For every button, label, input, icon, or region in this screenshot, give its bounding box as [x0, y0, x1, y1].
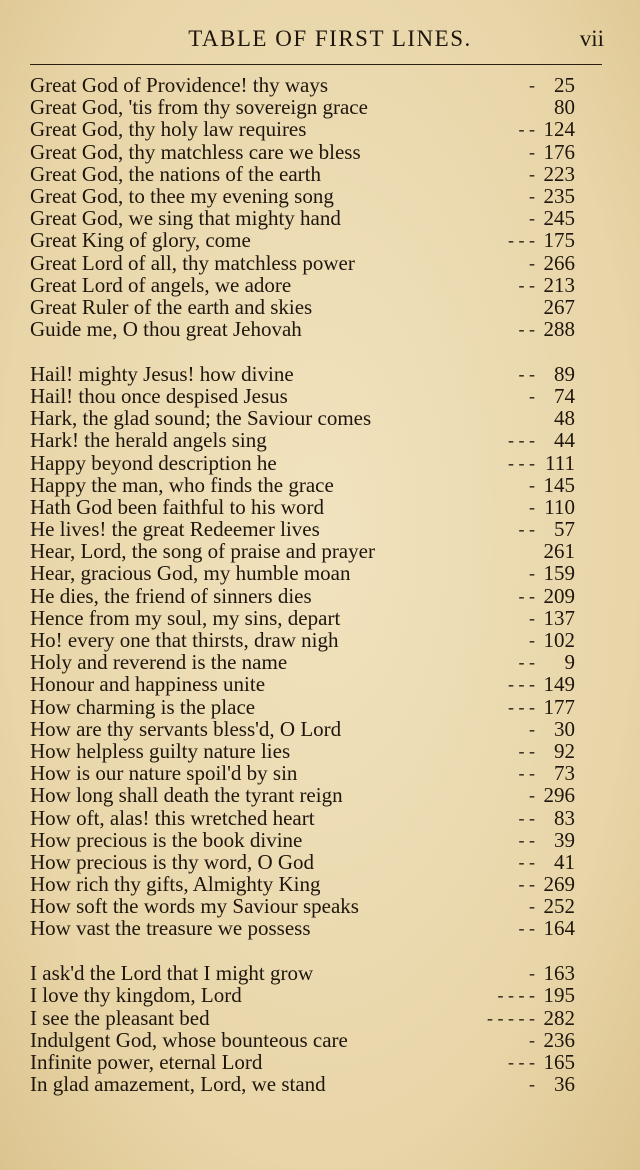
- leader-dashes: - - - -: [497, 985, 535, 1006]
- first-line-text: Great God, the nations of the earth: [30, 161, 321, 186]
- leader-dashes: - -: [518, 652, 535, 673]
- leader-dashes: -: [529, 896, 535, 917]
- index-entry: [30, 895, 575, 917]
- first-line-text: Holy and reverend is the name: [30, 650, 288, 675]
- index-entry: [30, 141, 575, 163]
- index-entry: [30, 385, 575, 407]
- hymn-page-number: 89: [554, 361, 575, 386]
- index-entry: [30, 496, 575, 518]
- first-line-text: How are thy servants bless'd, O Lord: [30, 716, 342, 741]
- index-entry: [30, 118, 575, 140]
- leader-dashes: - -: [518, 519, 535, 540]
- index-entry: [30, 474, 575, 496]
- hymn-page-number: 9: [564, 650, 575, 675]
- leader-dashes: -: [529, 607, 535, 628]
- first-line-text: Hence from my soul, my sins, depart: [30, 605, 341, 630]
- hymn-page-number: 245: [543, 206, 575, 231]
- first-line-text: Great Lord of all, thy matchless power: [30, 250, 355, 275]
- leader-dashes: - -: [518, 763, 535, 784]
- first-line-text: Great God, we sing that mighty hand: [30, 206, 341, 231]
- first-line-text: He dies, the friend of sinners dies: [30, 583, 312, 608]
- hymn-page-number: 282: [543, 1005, 575, 1030]
- first-line-text: How oft, alas! this wretched heart: [30, 805, 315, 830]
- hymn-page-number: 36: [554, 1072, 575, 1097]
- leader-dashes: - - - - -: [487, 1007, 535, 1028]
- leader-dashes: - -: [518, 829, 535, 850]
- index-entry: [30, 917, 575, 939]
- index-entry: [30, 829, 575, 851]
- first-line-text: Indulgent God, whose bounteous care: [30, 1027, 348, 1052]
- leader-dashes: -: [529, 75, 535, 95]
- hymn-page-number: 165: [543, 1049, 575, 1074]
- leader-dashes: -: [529, 141, 535, 162]
- leader-dashes: - - -: [508, 230, 535, 251]
- index-entry: [30, 274, 575, 296]
- index-entry: [30, 252, 575, 274]
- hymn-page-number: 102: [543, 628, 575, 652]
- leader-dashes: - - -: [508, 430, 535, 451]
- first-line-text: Hear, Lord, the song of praise and prayer: [30, 539, 375, 564]
- index-entry: [30, 185, 575, 207]
- hymn-page-number: 175: [543, 228, 575, 253]
- first-line-text: Great God, thy holy law requires: [30, 117, 307, 142]
- first-line-text: How soft the words my Saviour speaks: [30, 894, 359, 919]
- leader-dashes: -: [529, 496, 535, 517]
- hymn-page-number: 252: [543, 894, 575, 919]
- first-line-text: How is our nature spoil'd by sin: [30, 761, 298, 786]
- letter-group: [30, 74, 575, 340]
- hymn-page-number: 149: [543, 672, 575, 697]
- index-entry: [30, 629, 575, 651]
- hymn-page-number: 235: [543, 183, 575, 208]
- hymn-page-number: 163: [543, 961, 575, 986]
- index-entry: [30, 673, 575, 695]
- index-entry: [30, 607, 575, 629]
- hymn-page-number: 209: [543, 583, 575, 608]
- hymn-page-number: 124: [543, 117, 575, 142]
- leader-dashes: - -: [518, 918, 535, 939]
- first-line-text: Great God, thy matchless care we bless: [30, 139, 361, 164]
- index-entry: [30, 1029, 575, 1051]
- hymn-page-number: 25: [554, 73, 575, 97]
- index-entry: [30, 452, 575, 474]
- hymn-page-number: 267: [543, 294, 575, 319]
- index-entry: [30, 318, 575, 340]
- first-line-text: Great God of Providence! thy ways: [30, 73, 328, 97]
- index-entry: [30, 229, 575, 251]
- index-entry: [30, 585, 575, 607]
- index-entry: [30, 363, 575, 385]
- leader-dashes: -: [529, 1074, 535, 1095]
- leader-dashes: -: [529, 718, 535, 739]
- index-entry: [30, 718, 575, 740]
- first-line-text: I ask'd the Lord that I might grow: [30, 961, 314, 986]
- leader-dashes: -: [529, 385, 535, 406]
- first-line-text: Hail! mighty Jesus! how divine: [30, 361, 294, 386]
- index-entry: [30, 984, 575, 1006]
- leader-dashes: - - -: [508, 696, 535, 717]
- first-line-text: He lives! the great Redeemer lives: [30, 517, 320, 542]
- hymn-page-number: 296: [543, 783, 575, 808]
- first-line-text: How rich thy gifts, Almighty King: [30, 872, 321, 897]
- leader-dashes: - -: [518, 319, 535, 340]
- hymn-page-number: 44: [554, 428, 575, 453]
- hymn-page-number: 159: [543, 561, 575, 586]
- leader-dashes: -: [529, 563, 535, 584]
- hymn-page-number: 236: [543, 1027, 575, 1052]
- leader-dashes: - -: [518, 274, 535, 295]
- first-line-text: Hark, the glad sound; the Saviour comes: [30, 406, 372, 431]
- leader-dashes: - -: [518, 740, 535, 761]
- leader-dashes: - -: [518, 363, 535, 384]
- leader-dashes: - - -: [508, 674, 535, 695]
- leader-dashes: -: [529, 252, 535, 273]
- page-number: vii: [579, 26, 604, 51]
- hymn-page-number: 39: [554, 827, 575, 852]
- hymn-page-number: 41: [554, 849, 575, 874]
- hymn-page-number: 177: [543, 694, 575, 719]
- index-entry: [30, 784, 575, 806]
- index-entry: [30, 762, 575, 784]
- first-line-text: Hath God been faithful to his word: [30, 494, 324, 519]
- leader-dashes: - -: [518, 807, 535, 828]
- hymn-page-number: 145: [543, 472, 575, 497]
- index-entry: [30, 1073, 575, 1095]
- first-line-text: Great God, 'tis from thy sovereign grace: [30, 95, 368, 120]
- index-entry: [30, 873, 575, 895]
- index-entry: [30, 696, 575, 718]
- hymn-page-number: 213: [543, 272, 575, 297]
- hymn-page-number: 288: [543, 317, 575, 342]
- index-entry: [30, 807, 575, 829]
- first-line-text: I see the pleasant bed: [30, 1005, 210, 1030]
- leader-dashes: -: [529, 963, 535, 984]
- first-line-text: Great Ruler of the earth and skies: [30, 294, 313, 319]
- first-line-text: Honour and happiness unite: [30, 672, 266, 697]
- hymn-page-number: 261: [543, 539, 575, 564]
- first-line-text: Great Lord of angels, we adore: [30, 272, 292, 297]
- first-line-text: How long shall death the tyrant reign: [30, 783, 343, 808]
- index-entry: [30, 540, 575, 562]
- hymn-page-number: 110: [544, 494, 575, 519]
- index-entry: [30, 851, 575, 873]
- index-entry: [30, 407, 575, 429]
- first-line-text: Great God, to thee my evening song: [30, 183, 334, 208]
- first-lines-index: [30, 74, 575, 1095]
- leader-dashes: -: [529, 785, 535, 806]
- first-line-text: Guide me, O thou great Jehovah: [30, 317, 302, 342]
- letter-group: [30, 962, 575, 1095]
- hymn-page-number: 92: [554, 738, 575, 763]
- index-entry: [30, 1007, 575, 1029]
- leader-dashes: - -: [518, 119, 535, 140]
- first-line-text: How charming is the place: [30, 694, 256, 719]
- hymn-page-number: 266: [543, 250, 575, 275]
- leader-dashes: - -: [518, 851, 535, 872]
- hymn-page-number: 195: [543, 983, 575, 1008]
- first-line-text: How precious is the book divine: [30, 827, 303, 852]
- hymn-page-number: 83: [554, 805, 575, 830]
- hymn-page-number: 111: [545, 450, 575, 475]
- first-line-text: Great King of glory, come: [30, 228, 251, 253]
- index-entry: [30, 651, 575, 673]
- hymn-page-number: 80: [554, 95, 575, 120]
- first-line-text: Hark! the herald angels sing: [30, 428, 267, 453]
- index-entry: [30, 96, 575, 118]
- hymn-page-number: 137: [543, 605, 575, 630]
- page-title: TABLE OF FIRST LINES.: [188, 26, 472, 51]
- index-entry: [30, 74, 575, 96]
- index-entry: [30, 163, 575, 185]
- leader-dashes: -: [529, 474, 535, 495]
- hymn-page-number: 176: [543, 139, 575, 164]
- first-line-text: Ho! every one that thirsts, draw nigh: [30, 628, 339, 652]
- index-entry: [30, 562, 575, 584]
- first-line-text: How helpless guilty nature lies: [30, 738, 291, 763]
- first-line-text: How precious is thy word, O God: [30, 849, 315, 874]
- leader-dashes: -: [529, 163, 535, 184]
- hymn-page-number: 269: [543, 872, 575, 897]
- leader-dashes: - -: [518, 874, 535, 895]
- first-line-text: Happy the man, who finds the grace: [30, 472, 334, 497]
- index-entry: [30, 1051, 575, 1073]
- letter-group: [30, 363, 575, 940]
- hymn-page-number: 57: [554, 517, 575, 542]
- index-entry: [30, 207, 575, 229]
- index-entry: [30, 518, 575, 540]
- index-entry: [30, 296, 575, 318]
- leader-dashes: - - -: [508, 1051, 535, 1072]
- first-line-text: How vast the treasure we possess: [30, 916, 311, 941]
- leader-dashes: -: [529, 630, 535, 650]
- leader-dashes: -: [529, 1029, 535, 1050]
- leader-dashes: -: [529, 185, 535, 206]
- page-header: [0, 26, 640, 62]
- hymn-page-number: 164: [543, 916, 575, 941]
- leader-dashes: - -: [518, 585, 535, 606]
- hymn-page-number: 48: [554, 406, 575, 431]
- index-entry: [30, 740, 575, 762]
- first-line-text: Hail! thou once despised Jesus: [30, 383, 288, 408]
- hymn-page-number: 73: [554, 761, 575, 786]
- first-line-text: Hear, gracious God, my humble moan: [30, 561, 351, 586]
- leader-dashes: -: [529, 208, 535, 229]
- leader-dashes: - - -: [508, 452, 535, 473]
- index-entry: [30, 429, 575, 451]
- hymn-page-number: 223: [543, 161, 575, 186]
- header-rule: [30, 64, 602, 65]
- first-line-text: Happy beyond description he: [30, 450, 277, 475]
- index-entry: [30, 962, 575, 984]
- first-line-text: Infinite power, eternal Lord: [30, 1049, 263, 1074]
- first-line-text: I love thy kingdom, Lord: [30, 983, 242, 1008]
- first-line-text: In glad amazement, Lord, we stand: [30, 1072, 326, 1097]
- hymn-page-number: 30: [554, 716, 575, 741]
- hymn-page-number: 74: [554, 383, 575, 408]
